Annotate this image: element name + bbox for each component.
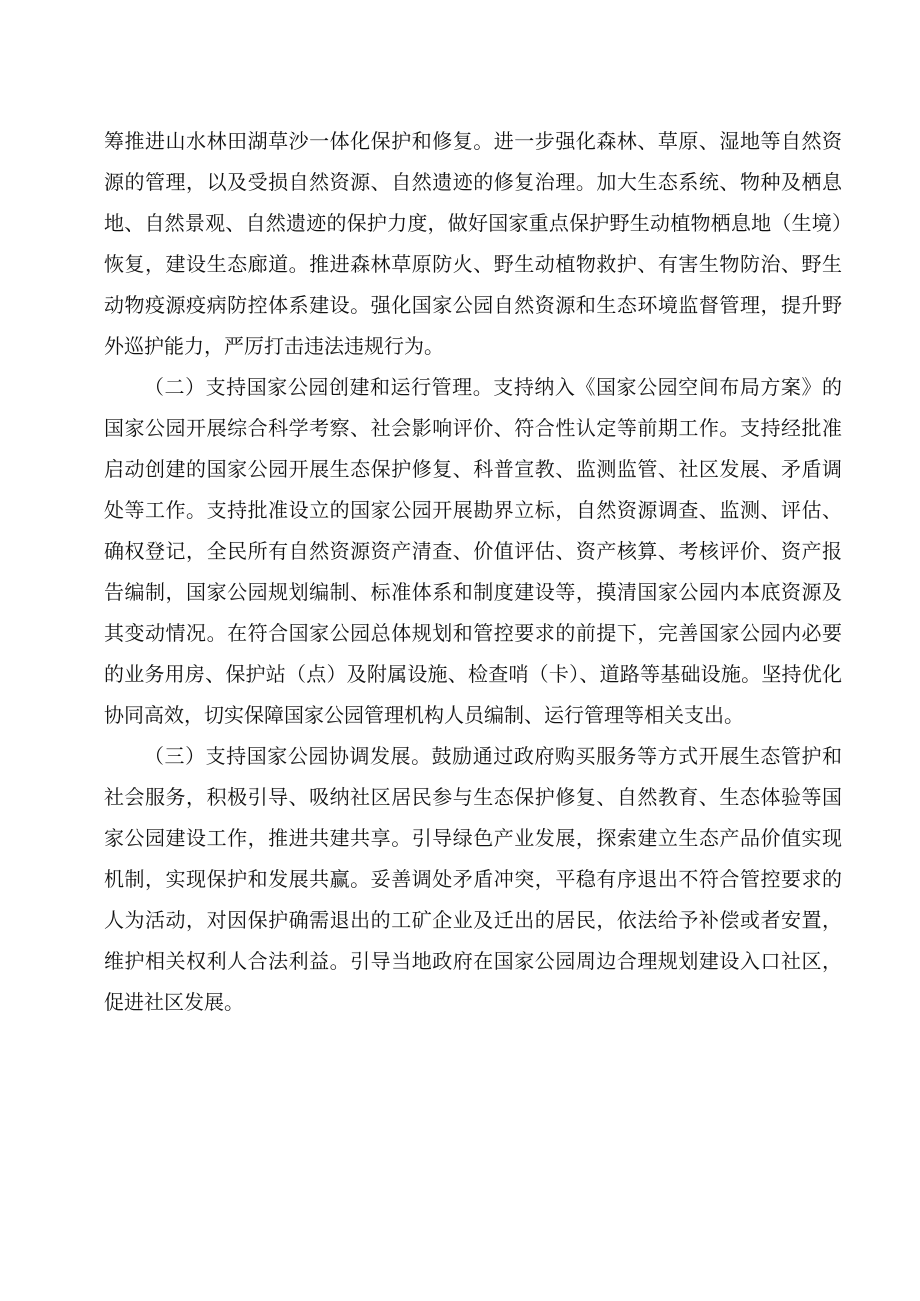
document-body [104, 121, 842, 1023]
paragraph-section-3: （三）支持国家公园协调发展。鼓励通过政府购买服务等方式开展生态管护和社会服务，积极引导、吸纳社区居民参与生态保护修复、自然教育、生态体验等国家公园建设工作，推进共建共享。引导绿色产业发展，探索建立生态产品价值实现机制，实现保护和发展共赢。妥善调处矛盾冲突，平稳有序退出不符合管控要求的人为活动，对因保护确需退出的工矿企业及迁出的居民，依法给予补偿或者安置，维护相关权利人合法利益。引导当地政府在国家公园周边合理规划建设入口社区，促进社区发展。 [104, 744, 842, 1014]
paragraph-section-2: （二）支持国家公园创建和运行管理。支持纳入《国家公园空间布局方案》的国家公园开展综合科学考察、社会影响评价、符合性认定等前期工作。支持经批准启动创建的国家公园开展生态保护修复、科普宣教、监测监管、社区发展、矛盾调处等工作。支持批准设立的国家公园开展勘界立标，自然资源调查、监测、评估、确权登记，全民所有自然资源资产清查、价值评估、资产核算、考核评价、资产报告编制，国家公园规划编制、标准体系和制度建设等，摸清国家公园内本底资源及其变动情况。在符合国家公园总体规划和管控要求的前提下，完善国家公园内必要的业务用房、保护站（点）及附属设施、检查哨（卡）、道路等基础设施。坚持优化协同高效，切实保障国家公园管理机构人员编制、运行管理等相关支出。 [104, 375, 842, 727]
paragraph-continuation: 筹推进山水林田湖草沙一体化保护和修复。进一步强化森林、草原、湿地等自然资源的管理，以及受损自然资源、自然遗迹的修复治理。加大生态系统、物种及栖息地、自然景观、自然遗迹的保护力度，做好国家重点保护野生动植物栖息地（生境）恢复，建设生态廊道。推进森林草原防火、野生动植物救护、有害生物防治、野生动物疫源疫病防控体系建设。强化国家公园自然资源和生态环境监督管理，提升野外巡护能力，严厉打击违法违规行为。 [104, 129, 842, 358]
